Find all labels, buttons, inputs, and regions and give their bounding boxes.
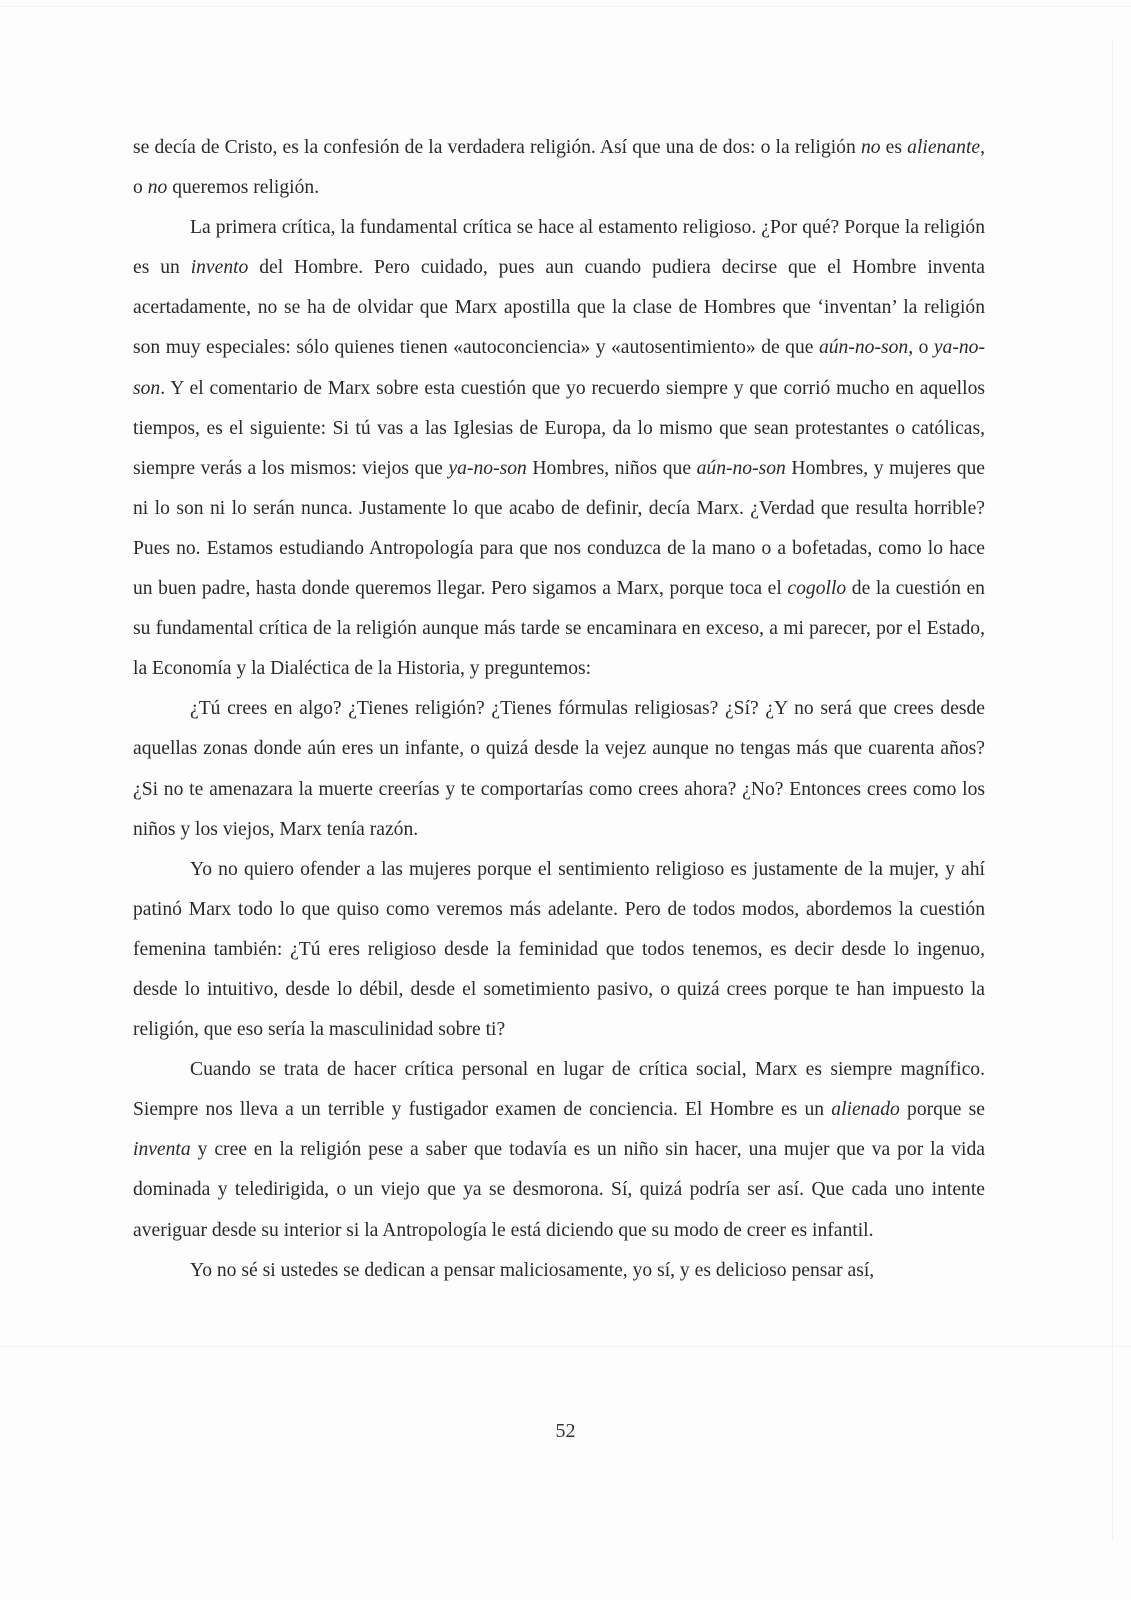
text-run: queremos religión.: [167, 177, 320, 199]
text-run: porque se: [899, 1099, 985, 1121]
text-run: Yo no sé si ustedes se dedican a pensar maliciosamente, yo sí, y es delicioso pensar así,: [190, 1259, 875, 1281]
paragraph: [133, 208, 985, 689]
text-run: Hombres, niños que: [526, 457, 697, 479]
text-run: es: [880, 137, 908, 158]
text-run: del Hombre. Pero cuidado, pues aun cuando pudiera decirse que el Hombre inventa acertadamente, no se ha de olvidar que Marx apostilla que la clase de Hombres que ‘inventan’ la religión son muy especiales: sólo quienes tienen «autoconciencia» y «autosentimiento» de que: [133, 257, 986, 359]
italic-text-run: cogollo: [787, 578, 847, 600]
text-run: Yo no quiero ofender a las mujeres porque el sentimiento religioso es justamente de la mujer, y ahí patinó Marx todo lo que quiso como veremos más adelante. Pero de todos modos, abordemos la cuestión femenina también: ¿Tú eres religioso desde la feminidad que todos tenemos, es decir desde lo ingenuo, desde lo intuitivo, desde lo débil, desde el sometimiento pasivo, o quizá crees porque te han impuesto la religión, que eso sería la masculinidad sobre ti?: [133, 858, 985, 1041]
text-run: ¿Tú crees en algo? ¿Tienes religión? ¿Tienes fórmulas religiosas? ¿Sí? ¿Y no será que crees desde aquellas zonas donde aún eres un infante, o quizá desde la vejez aunque no tengas más que cuarenta años? ¿Si no te amenazara la muerte creerías y te comportarías como crees ahora? ¿No? Entonces crees como los niños y los viejos, Marx tenía razón.: [133, 698, 985, 840]
italic-text-run: alienado: [831, 1099, 900, 1121]
paragraph: [133, 128, 985, 208]
italic-text-run: invento: [190, 257, 249, 279]
paragraph: [133, 1050, 985, 1250]
body-text: [133, 128, 985, 1291]
text-run: de la cuestión en su fundamental crítica de la religión aunque más tarde se encaminara en exceso, a mi parecer, por el Estado, la Economía y la Dialéctica de la Historia, y preguntemos:: [133, 578, 985, 680]
page-number: 52: [555, 1420, 576, 1442]
paragraph: [133, 1251, 985, 1291]
text-run: Cuando se trata de hacer crítica personal en lugar de crítica social, Marx es siempre magnífico. Siempre nos lleva a un terrible y fustigador examen de conciencia. El Hombre es un: [133, 1059, 985, 1121]
text-run: se decía de Cristo, es la confesión de la verdadera religión. Así que una de dos: o la religión: [133, 137, 861, 158]
text-run: , o: [133, 137, 985, 199]
italic-text-run: aún-no-son: [696, 457, 786, 479]
text-run: , o: [908, 337, 934, 359]
text-run: y cree en la religión pese a saber que todavía es un niño sin hacer, una mujer que va por la vida dominada y teledirigida, o un viejo que ya se desmorona. Sí, quizá podría ser así. Que cada uno intente averiguar desde su interior si la Antropología le está diciendo que su modo de creer es infantil.: [133, 1139, 985, 1241]
text-run: La primera crítica, la fundamental crítica se hace al estamento religioso. ¿Por qué? Porque la religión es un: [133, 217, 985, 279]
italic-text-run: alienante: [907, 137, 981, 158]
italic-text-run: ya-no-son: [133, 337, 985, 399]
text-run: . Y el comentario de Marx sobre esta cuestión que yo recuerdo siempre y que corrió mucho en aquellos tiempos, es el siguiente: Si tú vas a las Iglesias de Europa, da lo mismo que sean protestantes o católicas, siempre verás a los mismos: viejos que: [133, 377, 985, 479]
italic-text-run: aún-no-son: [818, 337, 909, 359]
italic-text-run: no: [860, 137, 881, 158]
italic-text-run: inventa: [133, 1139, 191, 1161]
text-run: Hombres, y mujeres que ni lo son ni lo serán nunca. Justamente lo que acabo de definir, decía Marx. ¿Verdad que resulta horrible? Pues no. Estamos estudiando Antropología para que nos conduzca de la mano o a bofetadas, como lo hace un buen padre, hasta donde queremos llegar. Pero sigamos a Marx, porque toca el: [133, 457, 985, 600]
scan-artifact-edge: [1112, 40, 1113, 1540]
italic-text-run: ya-no-son: [448, 457, 527, 479]
scan-artifact-line: [0, 1346, 1131, 1347]
scan-artifact-line: [0, 6, 1131, 7]
italic-text-run: no: [147, 177, 168, 199]
paragraph: [133, 850, 985, 1050]
paragraph: [133, 689, 985, 849]
